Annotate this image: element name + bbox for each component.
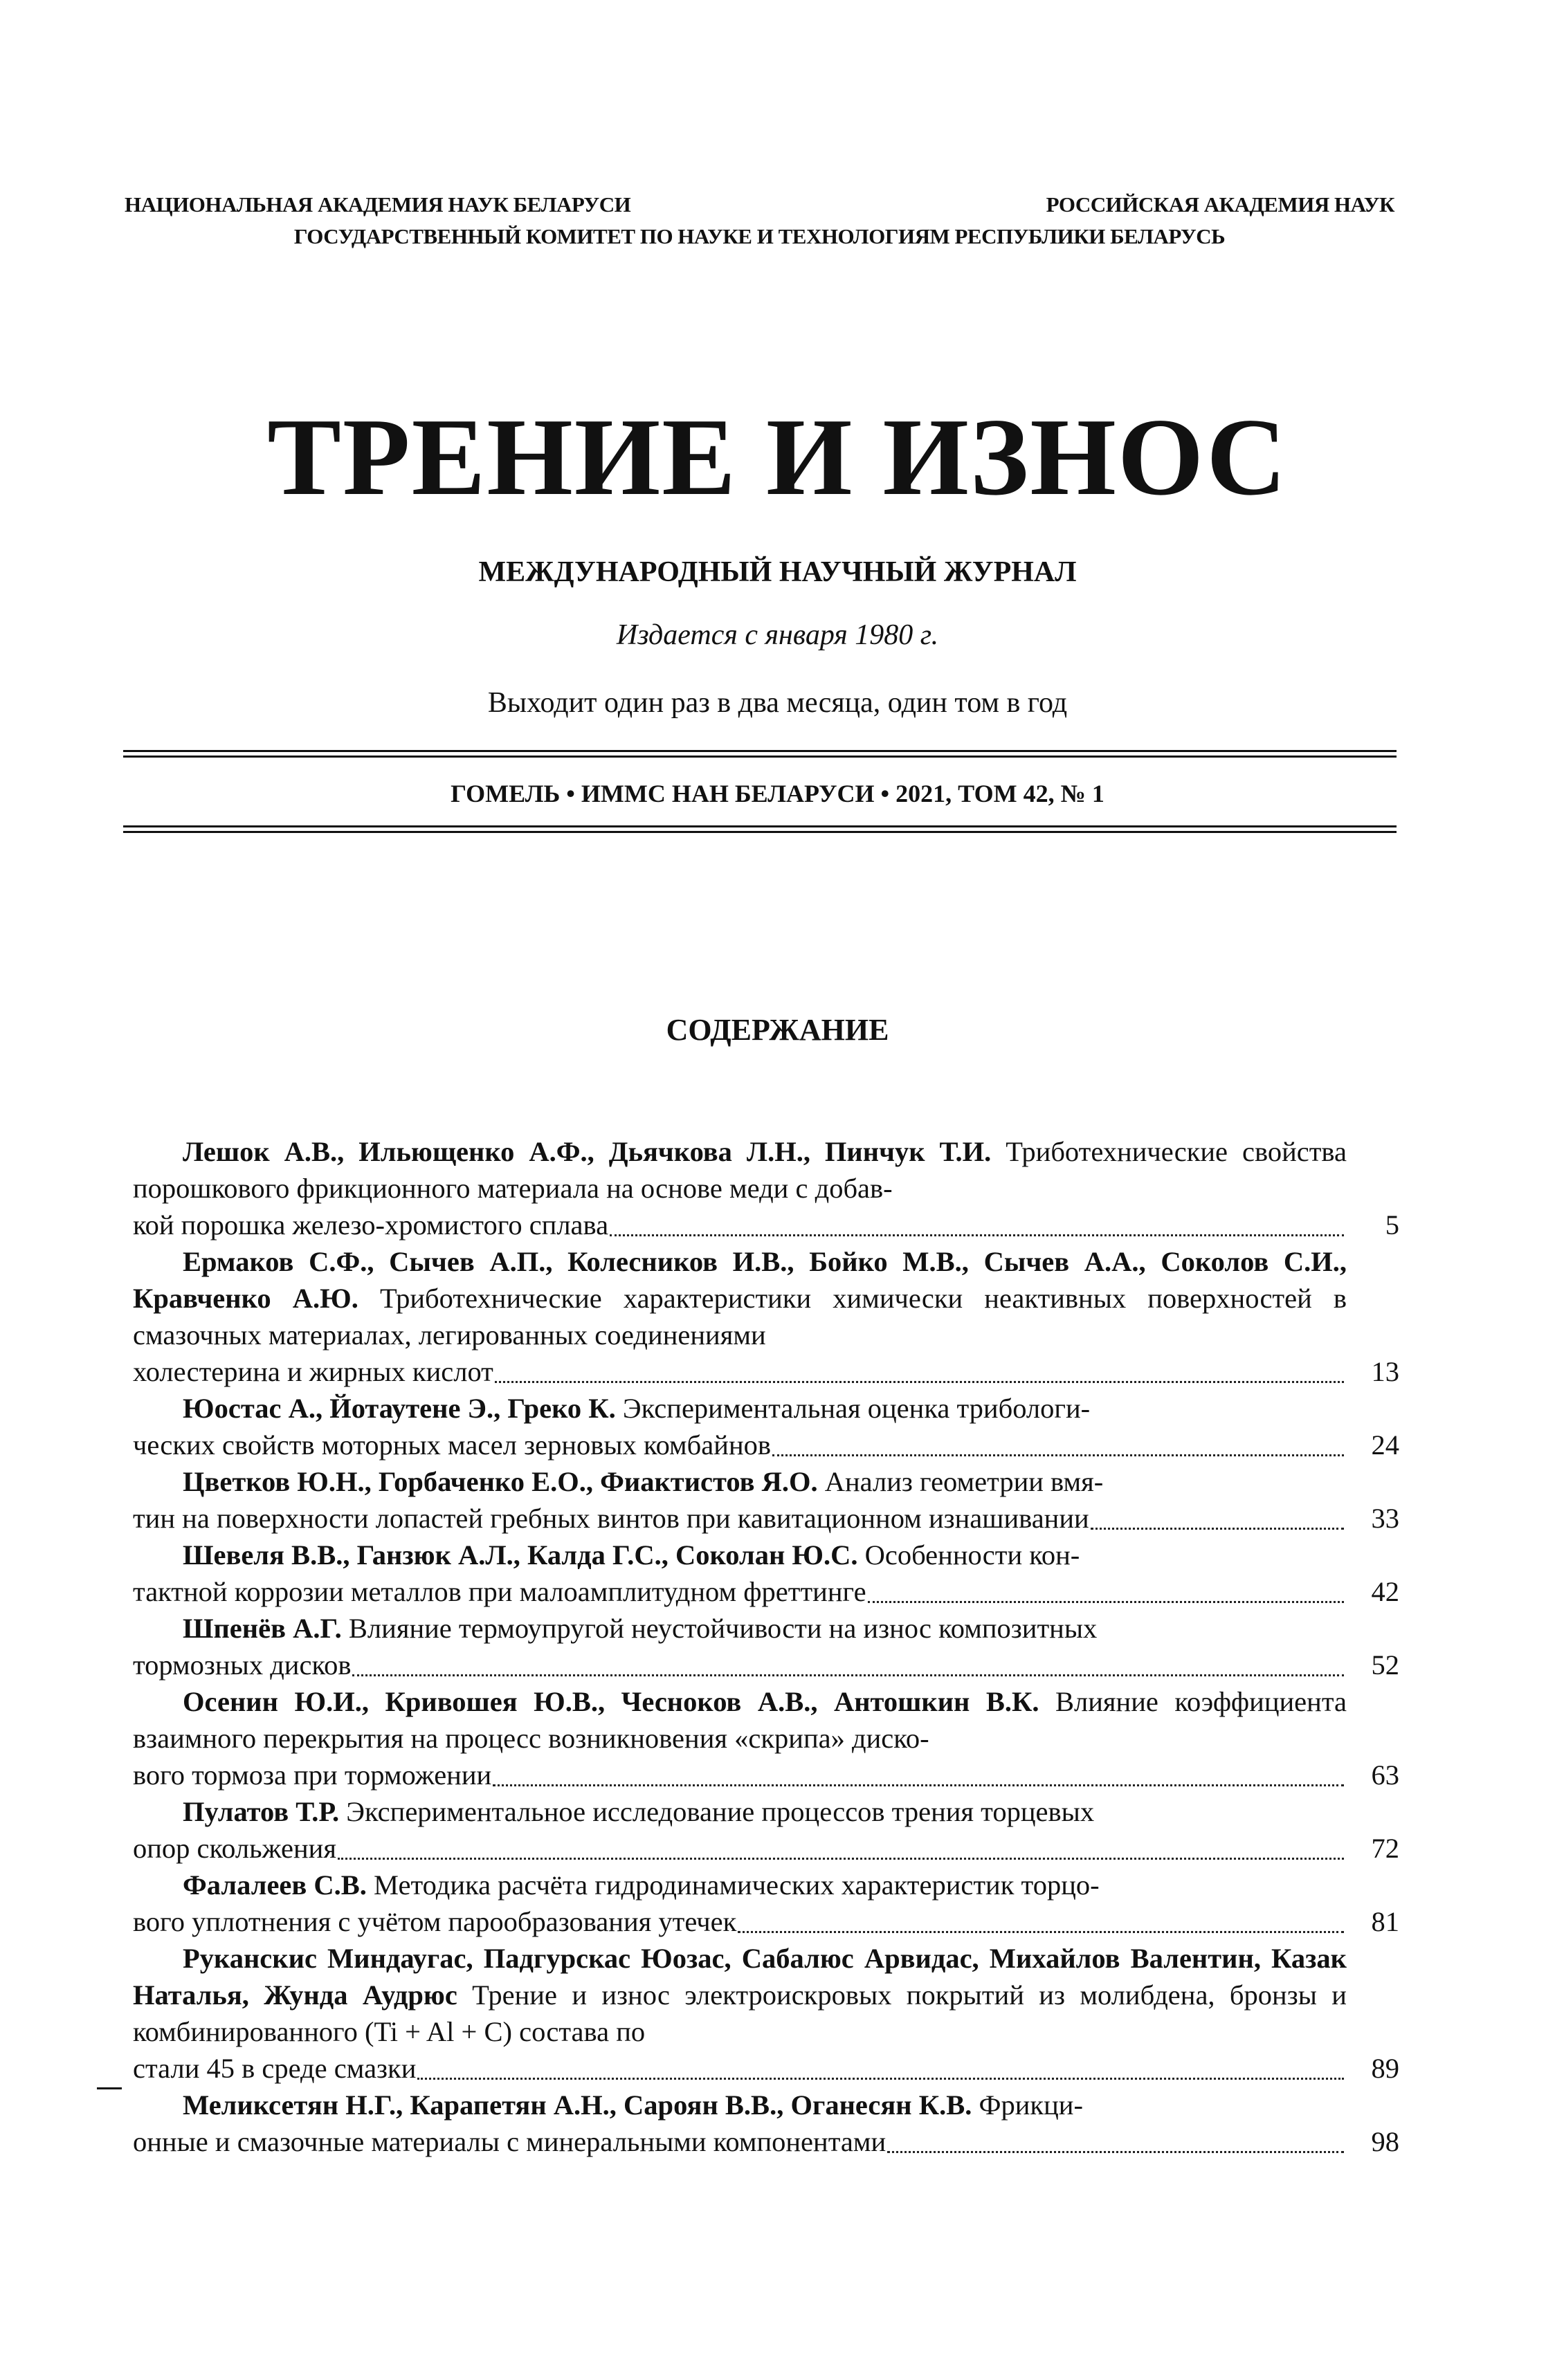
toc-entry-authors: Цветков Ю.Н., Горбаченко Е.О., Фиактистов Я.О. <box>183 1466 818 1497</box>
table-of-contents <box>133 1133 1399 2160</box>
double-rule-top <box>123 750 1397 758</box>
toc-entry <box>133 1940 1399 2087</box>
toc-entry-authors: Шевеля В.В., Ганзюк А.Л., Калда Г.С., Соколан Ю.С. <box>183 1539 858 1571</box>
toc-entry <box>133 2087 1399 2160</box>
toc-entry-page: 98 <box>1371 2126 1399 2157</box>
toc-entry-title: Особенности кон- <box>857 1539 1080 1571</box>
org-belarus-academy: НАЦИОНАЛЬНАЯ АКАДЕМИЯ НАУК БЕЛАРУСИ <box>125 192 631 217</box>
toc-entry-page: 42 <box>1371 1576 1399 1607</box>
toc-entry-authors: Шпенёв А.Г. <box>183 1613 342 1644</box>
toc-entry <box>133 1133 1399 1243</box>
double-rule-bottom <box>123 825 1397 833</box>
dot-leader <box>1091 1527 1344 1530</box>
dot-leader <box>610 1234 1344 1236</box>
dot-leader <box>352 1674 1344 1676</box>
journal-frequency: Выходит один раз в два месяца, один том в год <box>487 687 1068 719</box>
org-state-committee: ГОСУДАРСТВЕННЫЙ КОМИТЕТ ПО НАУКЕ И ТЕХНОЛОГИЯМ РЕСПУБЛИКИ БЕЛАРУСЬ <box>293 224 1226 248</box>
dot-leader <box>868 1600 1344 1603</box>
toc-entry-page: 33 <box>1371 1503 1399 1534</box>
toc-entry-title-end: тин на поверхности лопастей гребных винтов при кавитационном изнашивании <box>133 1503 1089 1534</box>
toc-entry <box>133 1243 1399 1390</box>
journal-imprint: ГОМЕЛЬ • ИММС НАН БЕЛАРУСИ • 2021, ТОМ 42, № 1 <box>451 780 1104 807</box>
toc-entry <box>133 1390 1399 1463</box>
toc-entry-title: Методика расчёта гидродинамических характеристик торцо- <box>366 1869 1100 1901</box>
toc-entry-title-end: холестерина и жирных кислот <box>133 1356 493 1387</box>
toc-entry-authors: Меликсетян Н.Г., Карапетян А.Н., Сароян В.В., Оганесян К.В. <box>183 2089 972 2121</box>
toc-entry-authors: Пулатов Т.Р. <box>183 1796 340 1827</box>
dot-leader <box>493 1784 1344 1786</box>
toc-entry-title: Влияние термоупругой неустойчивости на износ композитных <box>341 1613 1098 1644</box>
toc-entry-title-end: ческих свойств моторных масел зерновых комбайнов <box>133 1429 771 1461</box>
journal-subtitle: МЕЖДУНАРОДНЫЙ НАУЧНЫЙ ЖУРНАЛ <box>478 556 1077 588</box>
toc-entry-authors: Юостас А., Йотаутене Э., Греко К. <box>183 1393 616 1424</box>
toc-entry-title: Трение и износ электроискровых покрытий из молибдена, бронзы и комбинированного (Ti + Al + C) состава по <box>133 1979 1347 2047</box>
toc-entry-title-end: опор скольжения <box>133 1833 336 1864</box>
org-russian-academy: РОССИЙСКАЯ АКАДЕМИЯ НАУК <box>1046 192 1394 217</box>
toc-entry-title: Фрикци- <box>972 2089 1083 2121</box>
toc-entry <box>133 1793 1399 1867</box>
header-organizations <box>125 192 1394 217</box>
toc-entry-title-end: тактной коррозии металлов при малоамплитудном фреттинге <box>133 1576 866 1607</box>
journal-since: Издается с января 1980 г. <box>616 619 939 651</box>
dot-leader <box>772 1454 1344 1456</box>
contents-heading: СОДЕРЖАНИЕ <box>666 1013 889 1047</box>
toc-entry-title: Триботехнические свойства порошкового фрикционного материала на основе меди с добав- <box>133 1136 1347 1204</box>
toc-entry-authors: Ермаков С.Ф., Сычев А.П., Колесников И.В., Бойко М.В., Сычев А.А., Соколов С.И., Кравченко А.Ю. <box>133 1246 1347 1314</box>
toc-entry-page: 24 <box>1371 1429 1399 1461</box>
toc-entry <box>133 1610 1399 1683</box>
dot-leader <box>495 1380 1344 1383</box>
margin-mark <box>97 2087 122 2089</box>
toc-entry-title: Анализ геометрии вмя- <box>817 1466 1104 1497</box>
dot-leader <box>417 2077 1344 2080</box>
toc-entry-title-end: стали 45 в среде смазки <box>133 2053 417 2084</box>
toc-entry-title-end: тормозных дисков <box>133 1649 352 1681</box>
toc-entry-title-end: вого уплотнения с учётом парообразования утечек <box>133 1906 737 1937</box>
toc-entry-authors: Осенин Ю.И., Кривошея Ю.В., Чесноков А.В., Антошкин В.К. <box>183 1686 1039 1717</box>
toc-entry-title-end: вого тормоза при торможении <box>133 1759 492 1791</box>
toc-entry-authors: Лешок А.В., Ильющенко А.Ф., Дьячкова Л.Н., Пинчук Т.И. <box>183 1136 992 1167</box>
toc-entry-page: 63 <box>1371 1759 1399 1791</box>
toc-entry-page: 89 <box>1371 2053 1399 2084</box>
toc-entry-authors: Руканскис Миндаугас, Падгурскас Юозас, Сабалюс Арвидас, Михайлов Валентин, Казак Наталья, Жунда Аудрюс <box>133 1943 1347 2011</box>
journal-title: ТРЕНИЕ И ИЗНОС <box>267 395 1288 518</box>
toc-entry-page: 52 <box>1371 1649 1399 1681</box>
toc-entry <box>133 1463 1399 1537</box>
toc-entry-page: 13 <box>1371 1356 1399 1387</box>
toc-entry-title-end: онные и смазочные материалы с минеральными компонентами <box>133 2126 886 2157</box>
toc-entry-title: Триботехнические характеристики химически неактивных поверхностей в смазочных материалах, легированных соединениями <box>133 1283 1347 1351</box>
toc-entry-title: Экспериментальное исследование процессов трения торцевых <box>339 1796 1095 1827</box>
toc-entry <box>133 1683 1399 1793</box>
toc-entry-title: Влияние коэффициента взаимного перекрытия на процесс возникновения «скрипа» диско- <box>133 1686 1347 1754</box>
dot-leader <box>887 2150 1344 2153</box>
toc-entry-page: 5 <box>1385 1209 1399 1241</box>
toc-entry <box>133 1867 1399 1940</box>
toc-entry-authors: Фалалеев С.В. <box>183 1869 367 1901</box>
toc-entry <box>133 1537 1399 1610</box>
toc-entry-title-end: кой порошка железо-хромистого сплава <box>133 1209 609 1241</box>
toc-entry-page: 81 <box>1371 1906 1399 1937</box>
dot-leader <box>738 1930 1344 1933</box>
toc-entry-page: 72 <box>1371 1833 1399 1864</box>
dot-leader <box>338 1857 1344 1860</box>
toc-entry-title: Экспериментальная оценка трибологи- <box>615 1393 1091 1424</box>
